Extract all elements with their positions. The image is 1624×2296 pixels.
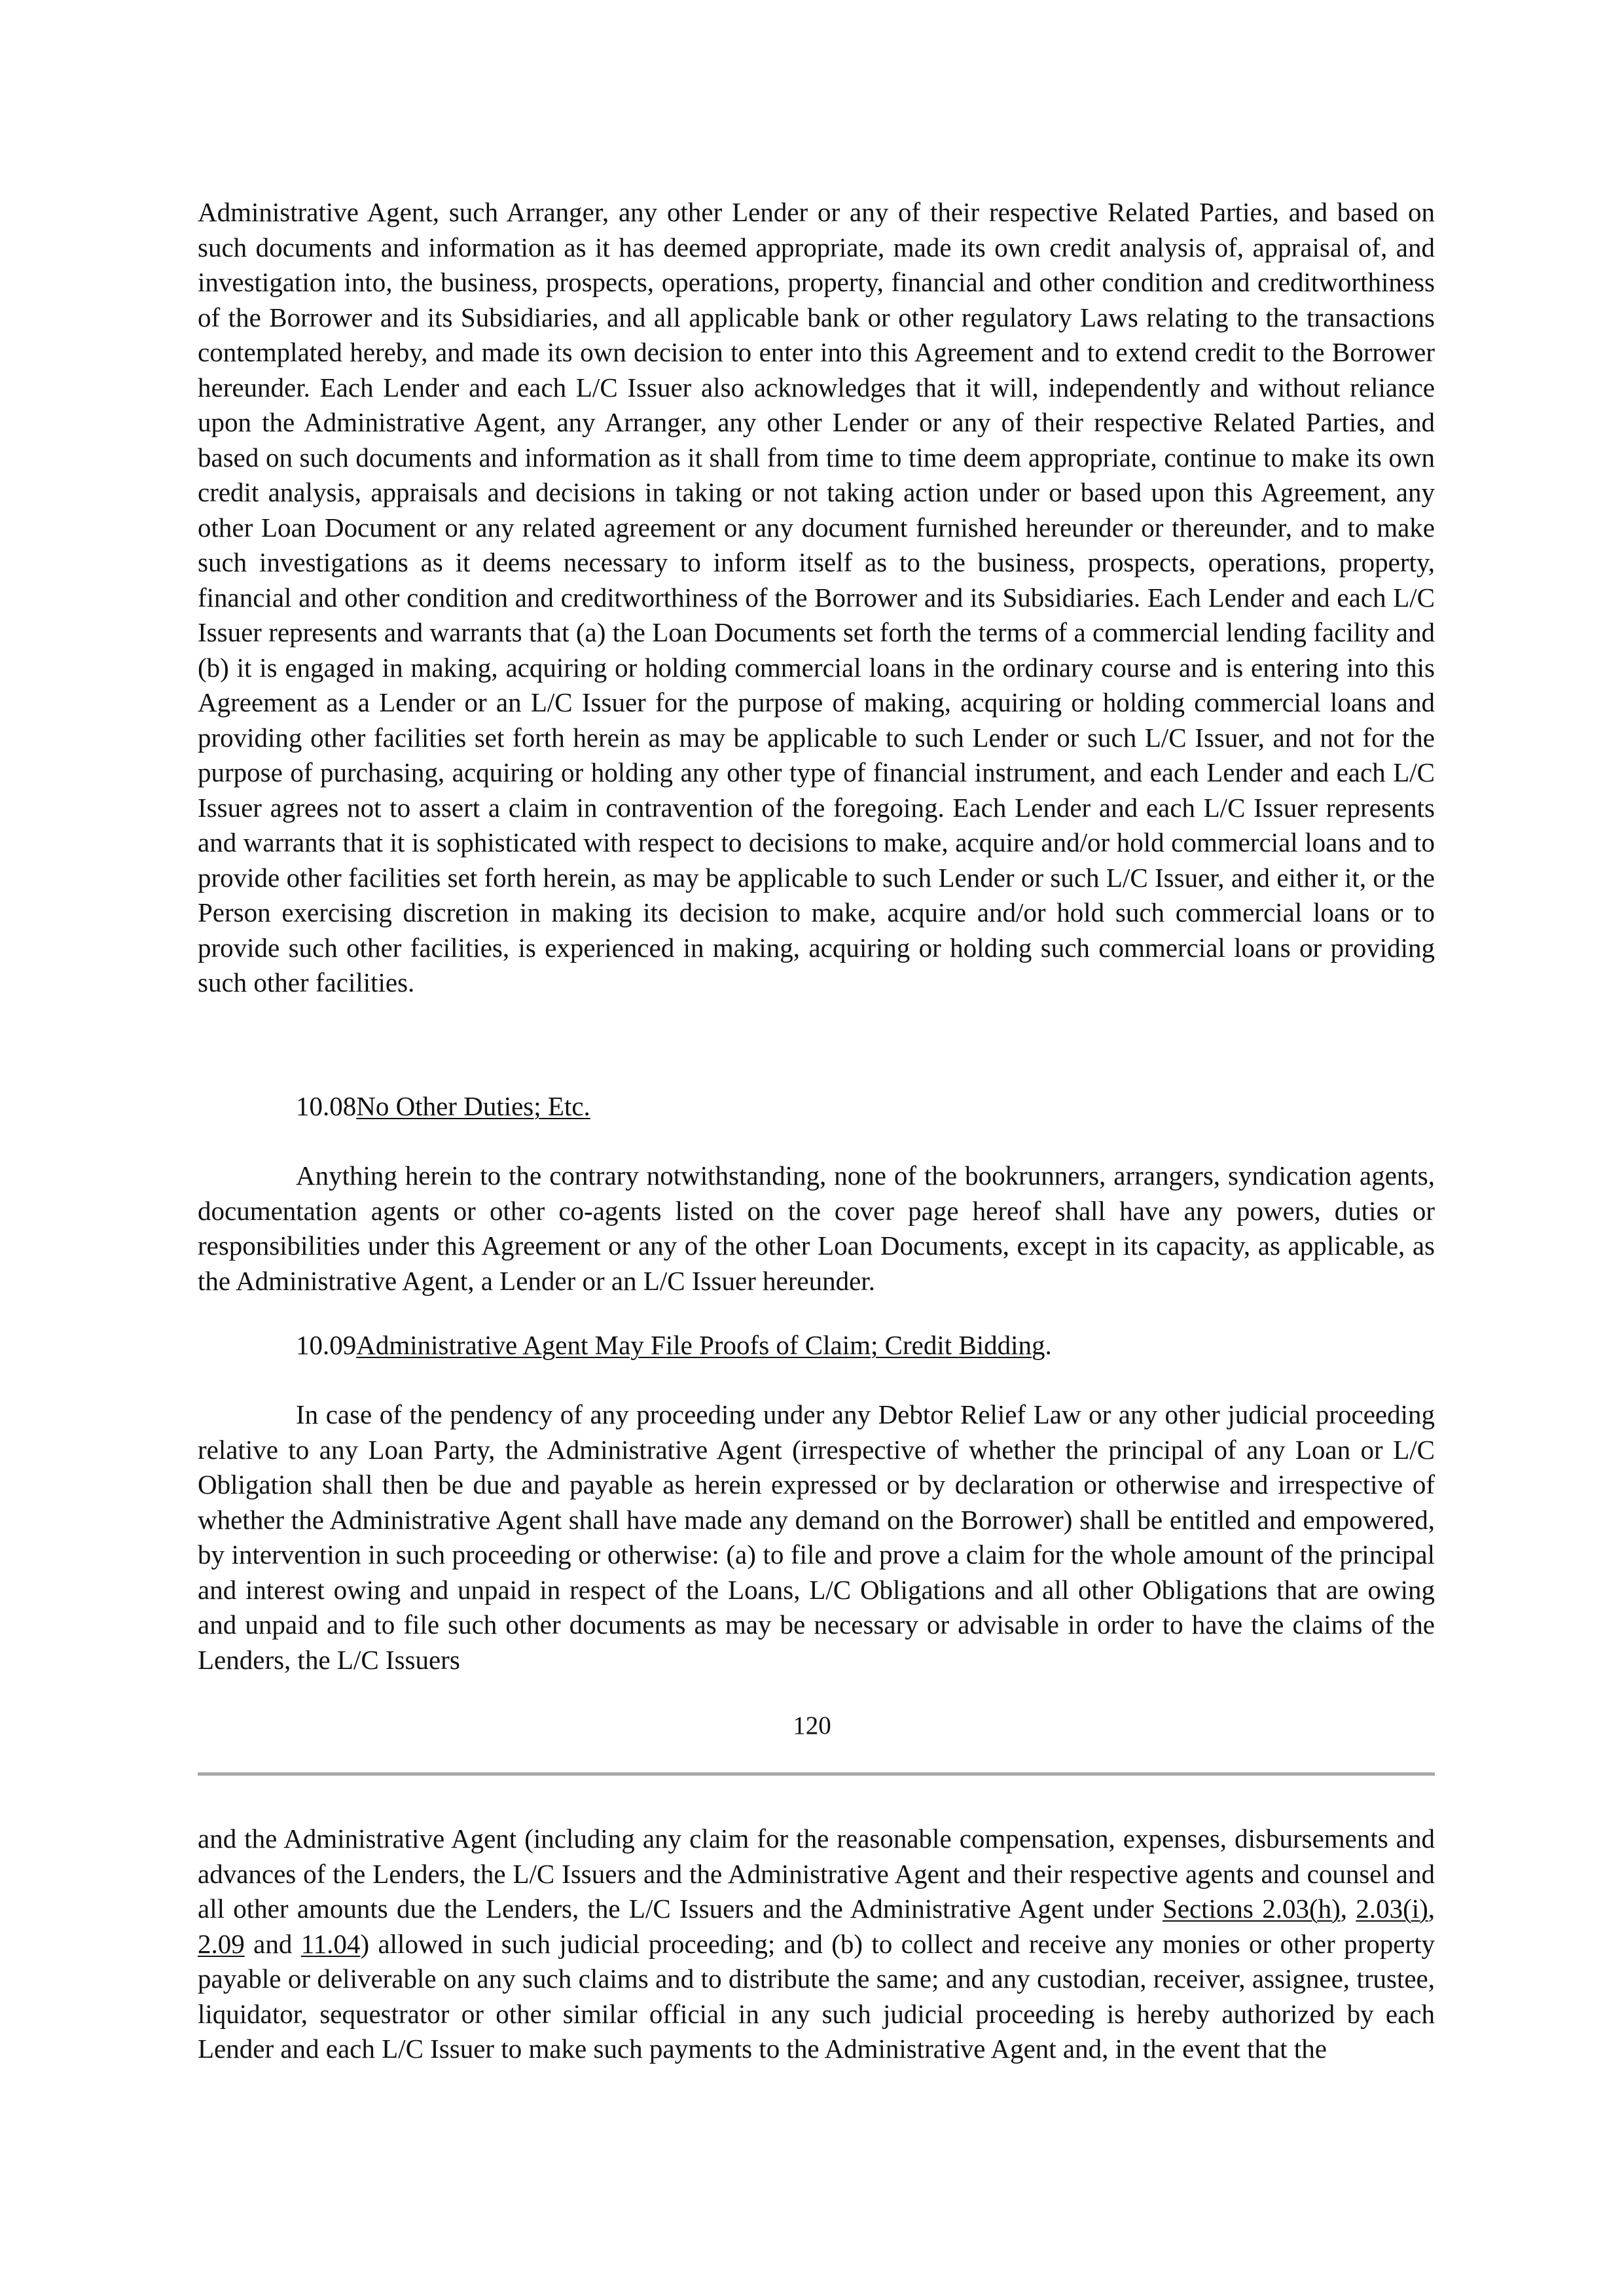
paragraph-text: In case of the pendency of any proceeding under any Debtor Relief Law or any other judicial proceeding relative to any Loan Party, the Administrative Agent (irrespective of whether the principal of any Loan or L/C Obligation shall then be due and payable as herein expressed or by declaration or otherwise and irrespective of whether the Administrative Agent shall have made any demand on the Borrower) shall be entitled and empowered, by intervention in such proceeding or otherwise: (a) to file and prove a claim for the whole amount of the principal and interest owing and unpaid in respect of the Loans, L/C Obligations and all other Obligations that are owing and unpaid and to file such other documents as may be necessary or advisable in order to have the claims of the Lenders, the L/C Issuers	[198, 1399, 1435, 1675]
section-title-link[interactable]: No Other Duties; Etc.	[356, 1091, 590, 1121]
page-number: 120	[793, 1712, 831, 1740]
section-title-period: .	[1045, 1330, 1052, 1360]
paragraph-text: Administrative Agent, such Arranger, any other Lender or any of their respective Related Parties, and based on such documents and information as it has deemed appropriate, made its own credit analysis of, appraisal of, and investigation into, the business, prospects, operations, property, financial and other condition and creditworthiness of the Borrower and its Subsidiaries, and all applicable bank or other regulatory Laws relating to the transactions contemplated hereby, and made its own decision to enter into this Agreement and to extend credit to the Borrower hereunder. Each Lender and each L/C Issuer also acknowledges that it will, independently and without reliance upon the Administrative Agent, any Arranger, any other Lender or any of their respective Related Parties, and based on such documents and information as it shall from time to time deem appropriate, continue to make its own credit analysis, appraisals and decisions in taking or not taking action under or based upon this Agreement, any other Loan Document or any related agreement or any document furnished hereunder or thereunder, and to make such investigations as it deems necessary to inform itself as to the business, prospects, operations, property, financial and other condition and creditworthiness of the Borrower and its Subsidiaries. Each Lender and each L/C Issuer represents and warrants that (a) the Loan Documents set forth the terms of a commercial lending facility and (b) it is engaged in making, acquiring or holding commercial loans in the ordinary course and is entering into this Agreement as a Lender or an L/C Issuer for the purpose of making, acquiring or holding commercial loans and providing other facilities set forth herein as may be applicable to such Lender or such L/C Issuer, and not for the purpose of purchasing, acquiring or holding any other type of financial instrument, and each Lender and each L/C Issuer agrees not to assert a claim in contravention of the foregoing. Each Lender and each L/C Issuer represents and warrants that it is sophisticated with respect to decisions to make, acquire and/or hold commercial loans and to provide other facilities set forth herein, as may be applicable to such Lender or such L/C Issuer, and either it, or the Person exercising discretion in making its decision to make, acquire and/or hold such commercial loans or to provide such other facilities, is experienced in making, acquiring or holding such commercial loans or providing such other facilities.	[198, 197, 1435, 997]
continued-paragraph	[198, 195, 1435, 1001]
section-10-08-body	[198, 1158, 1435, 1299]
section-title-link[interactable]: Administrative Agent May File Proofs of Claim; Credit Bidding	[356, 1330, 1045, 1360]
section-heading-10-08	[296, 1089, 590, 1124]
text-segment: ,	[1428, 1893, 1435, 1924]
section-number: 10.09	[296, 1330, 357, 1360]
section-reference-link[interactable]: Sections 2.03(h)	[1162, 1893, 1341, 1924]
section-reference-link[interactable]: 2.09	[198, 1928, 245, 1959]
text-segment: and the Administrative Agent (including any claim for the reasonable compensation, expenses, disbursements and advances of the Lenders, the L/C Issuers and the Administrative Agent and their respective agents and counsel and all other amounts due the Lenders, the L/C Issuers and the Administrative Agent under	[198, 1823, 1435, 1924]
page-2-paragraph	[198, 1821, 1435, 2067]
paragraph-text: Anything herein to the contrary notwithstanding, none of the bookrunners, arrangers, syndication agents, documentation agents or other co-agents listed on the cover page hereof shall have any powers, duties or responsibilities under this Agreement or any of the other Loan Documents, except in its capacity, as applicable, as the Administrative Agent, a Lender or an L/C Issuer hereunder.	[198, 1160, 1435, 1296]
section-heading-10-09	[296, 1328, 1052, 1363]
text-segment: ,	[1340, 1893, 1356, 1924]
text-segment: ) allowed in such judicial proceeding; and (b) to collect and receive any monies or other property payable or deliverable on any such claims and to distribute the same; and any custodian, receiver, assignee, trustee, liquidator, sequestrator or other similar official in any such judicial proceeding is hereby authorized by each Lender and each L/C Issuer to make such payments to the Administrative Agent and, in the event that the	[198, 1928, 1435, 2064]
text-segment: and	[244, 1928, 301, 1959]
section-10-09-body	[198, 1397, 1435, 1677]
paragraph-text	[198, 1821, 1435, 2067]
page-divider	[198, 1772, 1435, 1776]
section-number: 10.08	[296, 1091, 357, 1121]
section-reference-link[interactable]: 11.04	[300, 1928, 361, 1959]
section-reference-link[interactable]: 2.03(i)	[1356, 1893, 1428, 1924]
